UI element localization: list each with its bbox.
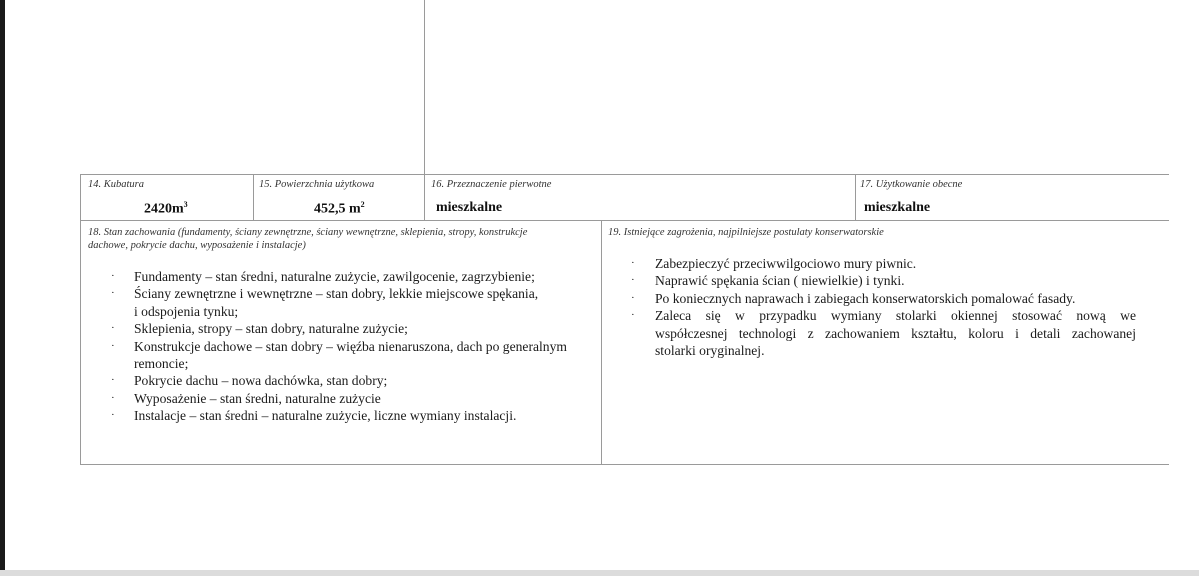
bullet-icon: · [631,274,635,287]
stan-list [108,268,598,425]
bullet-icon: · [111,374,115,387]
list-item-line: Zabezpieczyć przeciwwilgociowo mury piwnic. [655,256,917,271]
list-item-line: stolarki oryginalnej. [655,343,765,359]
vline-stan [601,220,602,465]
list-item-line: Po koniecznych naprawach i zabiegach konserwatorskich pomalować fasady. [655,290,1076,306]
bullet-icon: · [111,391,115,404]
bullet-icon: · [631,309,635,322]
bullet-icon: · [111,270,115,282]
list-item [630,272,1136,289]
stan-label-line1: 18. Stan zachowania (fundamenty, ściany zewnętrzne, ściany wewnętrzne, sklepienia, stropy, konstrukcje [88,227,528,238]
list-item-line: Pokrycie dachu – nowa dachówka, stan dobry; [134,373,388,389]
przeznaczenie-label: 16. Przeznaczenie pierwotne [431,179,552,190]
przeznaczenie-value: mieszkalne [436,200,503,215]
list-item [108,268,598,285]
bullet-icon: · [631,257,635,269]
bullet-icon: · [111,339,115,352]
list-item [630,290,1136,307]
list-item [108,390,598,407]
list-item-line: współczesnej technologi z zachowaniem kształtu, koloru i detali zachowanej [655,325,1136,341]
uzytkowanie-label: 17. Użytkowanie obecne [860,179,963,190]
list-item [108,320,598,337]
bullet-icon: · [111,409,115,422]
list-item-line: Sklepienia, stropy – stan dobry, naturalne zużycie; [134,321,408,337]
uzytkowanie-value: mieszkalne [864,200,931,215]
hline-row-middle [80,220,1169,221]
bullet-icon: · [631,291,635,304]
list-item-line: Ściany zewnętrzne i wewnętrzne – stan dobry, lekkie miejscowe spękania, [134,286,539,302]
list-item-line: Wyposażenie – stan średni, naturalne zużycie [134,390,381,406]
kubatura-unit-exponent: 3 [183,200,188,209]
list-item-line: Fundamenty – stan średni, naturalne zużycie, zawilgocenie, zagrzybienie; [134,269,535,284]
list-item-line: Zaleca się w przypadku wymiany stolarki okiennej stosować nową we [655,308,1136,324]
bullet-icon: · [111,322,115,335]
vline-top-cell [424,0,425,174]
scan-edge-left [0,0,5,576]
list-item-line: remoncie; [134,356,189,372]
powierzchnia-number: 452,5 m [314,201,361,217]
list-item-line: Naprawić spękania ścian ( niewielkie) i tynki. [655,273,905,289]
vline-przeznaczenie [855,174,856,220]
zagrozenia-label: 19. Istniejące zagrożenia, najpilniejsze postulaty konserwatorskie [608,227,884,238]
powierzchnia-unit-exponent: 2 [360,200,365,209]
powierzchnia-value [314,200,365,218]
powierzchnia-label: 15. Powierzchnia użytkowa [259,179,375,190]
list-item [630,307,1136,359]
list-item-line: Konstrukcje dachowe – stan dobry – więźba nienaruszona, dach po generalnym [134,338,567,354]
scan-edge-bottom [0,570,1199,576]
list-item [108,372,598,389]
kubatura-number: 2420m [144,201,184,217]
list-item-line: i odspojenia tynku; [134,303,239,319]
hline-row-bottom [80,464,1169,465]
vline-left-border [80,174,81,465]
bullet-icon: · [111,287,115,300]
list-item [630,255,1136,272]
vline-powierzchnia [424,174,425,220]
hline-row-top [80,174,1169,175]
list-item-line: Instalacje – stan średni – naturalne zużycie, liczne wymiany instalacji. [134,408,517,424]
kubatura-value [144,200,188,218]
list-item [108,407,598,424]
kubatura-label: 14. Kubatura [88,179,145,190]
list-item [108,338,598,373]
list-item [108,285,598,320]
vline-kubatura [253,174,254,220]
zagrozenia-list [630,255,1136,359]
stan-label-line2: dachowe, pokrycie dachu, wyposażenie i instalacje) [88,240,306,251]
